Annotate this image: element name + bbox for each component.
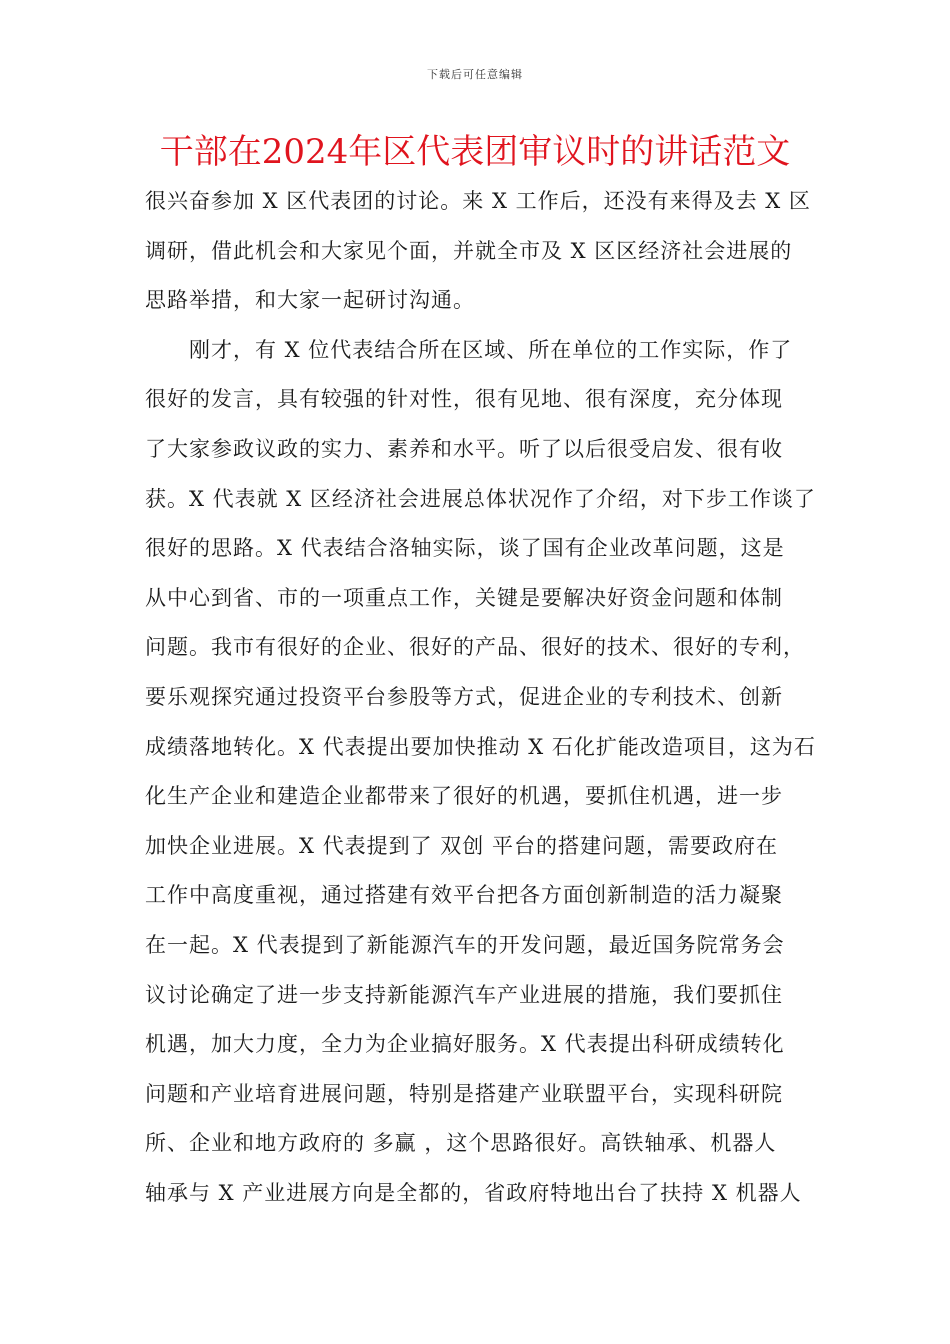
text-line: 机遇，加大力度，全力为企业搞好服务。X 代表提出科研成绩转化 <box>145 1032 785 1057</box>
text-line: 化生产企业和建造企业都带来了很好的机遇，要抓住机遇，进一步 <box>145 784 783 809</box>
text-line: 调研，借此机会和大家见个面，并就全市及 X 区区经济社会进展的 <box>145 238 793 263</box>
text-line: 加快企业进展。X 代表提到了 双创 平台的搭建问题，需要政府在 <box>145 833 778 858</box>
text-line: 在一起。X 代表提到了新能源汽车的开发问题，最近国务院常务会 <box>145 932 785 957</box>
text-line: 成绩落地转化。X 代表提出要加快推动 X 石化扩能改造项目，这为石 <box>145 734 816 759</box>
text-line: 获。X 代表就 X 区经济社会进展总体状况作了介绍，对下步工作谈了 <box>145 486 816 511</box>
text-line: 刚才，有 X 位代表结合所在区域、所在单位的工作实际，作了 <box>189 337 793 362</box>
text-line: 很好的发言，具有较强的针对性，很有见地、很有深度，充分体现 <box>145 387 783 412</box>
header-note: 下载后可任意编辑 <box>427 68 523 81</box>
text-line: 问题。我市有很好的企业、很好的产品、很好的技术、很好的专利， <box>145 635 805 660</box>
text-line: 所、企业和地方政府的 多赢 ，这个思路很好。高铁轴承、机器人 <box>145 1131 777 1156</box>
text-line: 问题和产业培育进展问题，特别是搭建产业联盟平台，实现科研院 <box>145 1081 783 1106</box>
document-title: 干部在2024年区代表团审议时的讲话范文 <box>159 132 791 172</box>
text-line: 很兴奋参加 X 区代表团的讨论。来 X 工作后，还没有来得及去 X 区 <box>145 189 811 213</box>
document-body <box>145 177 815 1218</box>
text-line: 思路举措，和大家一起研讨沟通。 <box>145 288 475 313</box>
text-line: 工作中高度重视，通过搭建有效平台把各方面创新制造的活力凝聚 <box>145 883 783 908</box>
text-line: 议讨论确定了进一步支持新能源汽车产业进展的措施，我们要抓住 <box>145 982 783 1007</box>
text-line: 很好的思路。X 代表结合洛轴实际，谈了国有企业改革问题，这是 <box>145 536 785 561</box>
text-line: 轴承与 X 产业进展方向是全都的，省政府特地出台了扶持 X 机器人 <box>145 1180 802 1205</box>
text-line: 从中心到省、市的一项重点工作，关键是要解决好资金问题和体制 <box>145 585 783 610</box>
text-line: 要乐观探究通过投资平台参股等方式，促进企业的专利技术、创新 <box>145 684 783 709</box>
text-line: 了大家参政议政的实力、素养和水平。听了以后很受启发、很有收 <box>145 436 783 461</box>
